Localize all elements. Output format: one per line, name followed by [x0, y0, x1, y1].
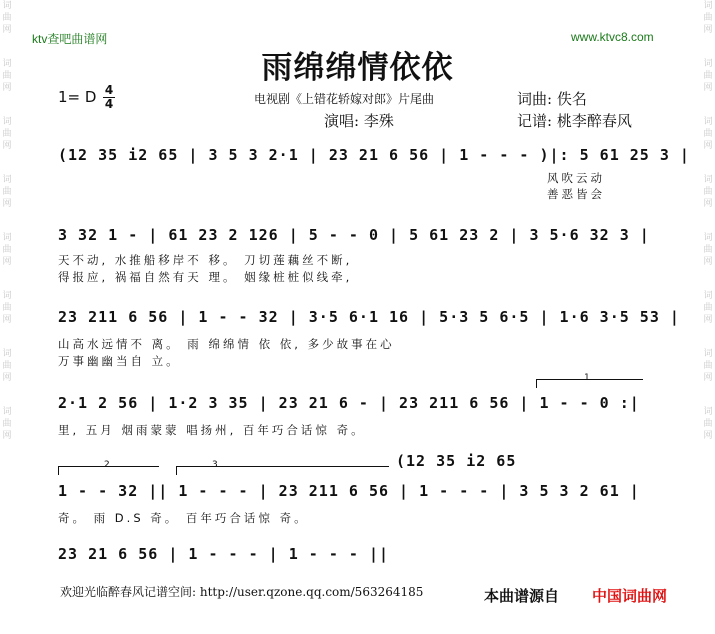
meter-top: 4 — [104, 83, 114, 97]
row-3-lyric-1: 山高水远情不 离。 雨 绵绵情 依 依, 多少故事在心 — [58, 337, 395, 351]
notator-credit: 记谱: 桃李醉春风 — [517, 112, 632, 130]
footer-invite: 欢迎光临醉春风记谱空间: http://user.qzone.qq.com/563264185 — [60, 585, 424, 599]
volta-bracket-3 — [176, 466, 389, 475]
row-1-lyric-1: 风吹云动 — [547, 171, 605, 185]
watermark-left: 词曲网 词曲网 词曲网 词曲网 词曲网 词曲网 词曲网 词曲网 — [2, 1, 12, 441]
site-name-left: ktv查吧曲谱网 — [32, 32, 108, 46]
source-site-name: 中国词曲网 — [592, 587, 668, 605]
score-row-3: 23 211 6 56 | 1 - - 32 | 3·5 6·1 16 | 5·3 5 6·5 | 1·6 3·5 53 | — [58, 308, 680, 326]
song-title: 雨绵绵情依依 — [261, 50, 454, 86]
row-5-lyric-1: 奇。 雨 D.S 奇。 百年巧合话惊 奇。 — [58, 511, 309, 525]
volta-number-2: 2 — [104, 460, 110, 470]
time-signature — [102, 84, 116, 111]
composer-credit: 词曲: 佚名 — [517, 90, 587, 108]
row-3-lyric-2: 万事幽幽当自 立。 — [58, 354, 181, 368]
score-row-2: 3 32 1 - | 61 23 2 126 | 5 - - 0 | 5 61 23 2 | 3 5·6 32 3 | — [58, 226, 650, 244]
score-row-6: 23 21 6 56 | 1 - - - | 1 - - - || — [58, 545, 390, 563]
song-subtitle: 电视剧《上错花轿嫁对郎》片尾曲 — [254, 92, 435, 106]
score-row-5-prefix: (12 35 i2 65 — [396, 452, 517, 470]
row-2-lyric-2: 得报应, 祸福自然有天 理。 姻缘桩桩似线牵, — [58, 270, 353, 284]
meter-bottom: 4 — [104, 97, 114, 111]
source-label: 本曲谱源自 — [484, 587, 560, 605]
score-row-5: 1 - - 32 || 1 - - - | 23 211 6 56 | 1 - - - | 3 5 3 2 61 | — [58, 482, 640, 500]
volta-number-1: 1 — [584, 373, 590, 383]
score-row-4: 2·1 2 56 | 1·2 3 35 | 23 21 6 - | 23 211 6 56 | 1 - - 0 :| — [58, 394, 640, 412]
row-4-lyric-1: 里, 五月 烟雨蒙蒙 唱扬州, 百年巧合话惊 奇。 — [58, 423, 366, 437]
row-2-lyric-1: 天不动, 水推船移岸不 移。 刀切莲藕丝不断, — [58, 253, 353, 267]
watermark-right: 词曲网 词曲网 词曲网 词曲网 词曲网 词曲网 词曲网 词曲网 — [703, 1, 713, 441]
key-signature: 1= D — [58, 88, 97, 106]
singer-credit: 演唱: 李殊 — [324, 112, 394, 130]
site-url-right: www.ktvc8.com — [571, 30, 654, 44]
score-row-1: (12 35 i2 65 | 3 5 3 2·1 | 23 21 6 56 | 1 - - - )|: 5 61 25 3 | — [58, 146, 690, 164]
row-1-lyric-2: 善恶皆会 — [547, 187, 605, 201]
volta-number-3: 3 — [212, 460, 218, 470]
